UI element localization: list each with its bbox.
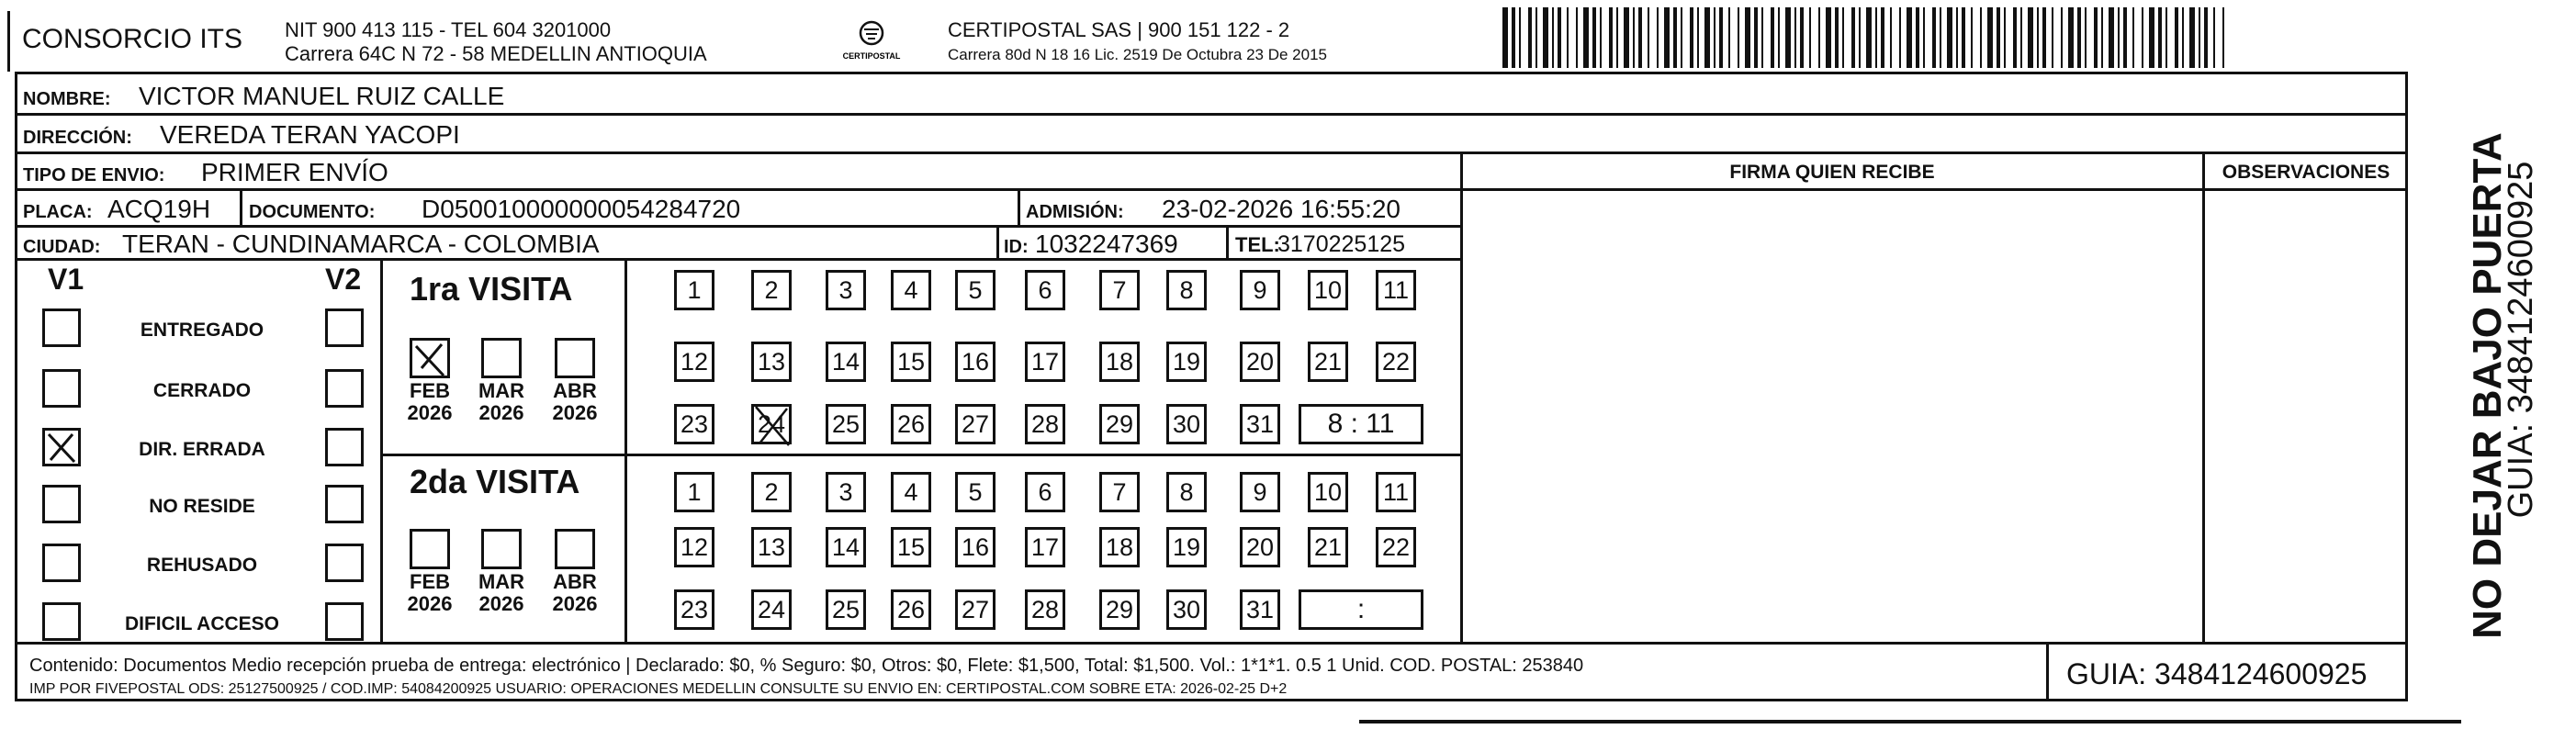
second-visit-month-box-0[interactable] bbox=[410, 529, 450, 569]
barcode-bar bbox=[1519, 7, 1521, 68]
barcode-bar bbox=[2101, 7, 2103, 68]
direccion-label: DIRECCIÓN: bbox=[23, 128, 132, 148]
barcode-bar bbox=[1592, 7, 1596, 68]
direccion-value: VEREDA TERAN YACOPI bbox=[160, 120, 460, 149]
left-header-border bbox=[7, 11, 10, 72]
barcode-bar bbox=[1528, 7, 1532, 68]
barcode-bar bbox=[2042, 7, 2046, 68]
side-guia: GUIA: 3484124600925 bbox=[2502, 161, 2540, 519]
status-label-0: ENTREGADO bbox=[140, 320, 264, 341]
barcode-bar bbox=[1835, 7, 1839, 68]
row-ciudad bbox=[17, 228, 1463, 261]
barcode-bar bbox=[2149, 7, 2154, 68]
barcode-bar bbox=[2028, 7, 2033, 68]
barcode-bar bbox=[1851, 7, 1855, 68]
barcode-bar bbox=[1576, 7, 1578, 68]
side-no-dejar: NO DEJAR BAJO PUERTA bbox=[2465, 132, 2510, 639]
barcode-bar bbox=[1745, 7, 1750, 68]
v2-label: V2 bbox=[325, 263, 362, 296]
v1-checkbox-5[interactable] bbox=[42, 602, 81, 641]
footer-guia: GUIA: 3484124600925 bbox=[2066, 657, 2368, 690]
second-visit-month-label-0: FEB 2026 bbox=[407, 570, 453, 615]
barcode-bar bbox=[1818, 7, 1820, 68]
id-value: 1032247369 bbox=[1035, 230, 1178, 258]
v1-checkbox-4[interactable] bbox=[42, 544, 81, 582]
barcode-bar bbox=[1923, 7, 1925, 68]
barcode-bar bbox=[2020, 7, 2022, 68]
barcode-bar bbox=[2189, 7, 2195, 68]
second-visit-day-29[interactable]: 29 bbox=[1099, 589, 1140, 630]
first-visit-time: 8 : 11 bbox=[1327, 409, 1395, 439]
second-visit-title: 2da VISITA bbox=[410, 463, 580, 500]
first-visit-day-19[interactable]: 19 bbox=[1166, 342, 1207, 382]
barcode-bar bbox=[1754, 7, 1758, 68]
first-visit-title: 1ra VISITA bbox=[410, 270, 573, 308]
second-visit-day-6[interactable]: 6 bbox=[1025, 472, 1065, 512]
first-visit-day-6[interactable]: 6 bbox=[1025, 270, 1065, 310]
barcode-bar bbox=[1859, 7, 1861, 68]
barcode-bar bbox=[2132, 7, 2134, 68]
second-visit-day-24[interactable]: 24 bbox=[751, 589, 792, 630]
barcode-bar bbox=[2052, 7, 2053, 68]
barcode-bar bbox=[1956, 7, 1958, 68]
v1-checkbox-2[interactable] bbox=[42, 428, 81, 466]
second-visit-day-31[interactable]: 31 bbox=[1240, 589, 1280, 630]
barcode-bar bbox=[1673, 7, 1677, 68]
barcode-bar bbox=[1997, 7, 2000, 68]
side-warning bbox=[2410, 64, 2576, 707]
ciudad-value: TERAN - CUNDINAMARCA - COLOMBIA bbox=[122, 230, 600, 258]
status-label-3: NO RESIDE bbox=[149, 496, 255, 517]
barcode-bar bbox=[2085, 7, 2087, 68]
barcode-bar bbox=[1552, 7, 1554, 68]
second-visit-day-16[interactable]: 16 bbox=[955, 527, 996, 567]
barcode-bar bbox=[1947, 7, 1952, 68]
barcode-bar bbox=[1719, 7, 1723, 68]
barcode-bar bbox=[1664, 7, 1670, 68]
second-visit-day-2[interactable]: 2 bbox=[751, 472, 792, 512]
nombre-label: NOMBRE: bbox=[23, 89, 111, 109]
barcode-bar bbox=[1794, 7, 1796, 68]
admision-label: ADMISIÓN: bbox=[1026, 202, 1124, 222]
barcode-bar bbox=[2199, 7, 2200, 68]
first-visit-day-27[interactable]: 27 bbox=[955, 404, 996, 444]
barcode-bar bbox=[1971, 7, 1973, 68]
barcode-bar bbox=[1866, 7, 1872, 68]
first-visit-day-12[interactable]: 12 bbox=[674, 342, 714, 382]
v1-checkbox-3[interactable] bbox=[42, 485, 81, 523]
v2-checkbox-5[interactable] bbox=[325, 602, 364, 641]
first-visit-day-22[interactable]: 22 bbox=[1376, 342, 1416, 382]
status-label-5: DIFICIL ACCESO bbox=[124, 613, 279, 634]
second-visit-day-12[interactable]: 12 bbox=[674, 527, 714, 567]
first-visit-day-1[interactable]: 1 bbox=[674, 270, 714, 310]
barcode-bar bbox=[1899, 7, 1901, 68]
first-visit-day-11[interactable]: 11 bbox=[1376, 270, 1416, 310]
first-visit-day-16[interactable]: 16 bbox=[955, 342, 996, 382]
second-visit-day-15[interactable]: 15 bbox=[891, 527, 931, 567]
first-visit-day-15[interactable]: 15 bbox=[891, 342, 931, 382]
tel-value: 3170225125 bbox=[1277, 231, 1406, 257]
first-visit-day-4[interactable]: 4 bbox=[891, 270, 931, 310]
barcode-bar bbox=[2123, 7, 2127, 68]
observaciones-header: OBSERVACIONES bbox=[2222, 162, 2390, 183]
v2-checkbox-4[interactable] bbox=[325, 544, 364, 582]
barcode-bar bbox=[1681, 7, 1682, 68]
barcode-bar bbox=[1609, 7, 1613, 68]
barcode-bar bbox=[1633, 7, 1635, 68]
barcode-bar bbox=[2004, 7, 2006, 68]
row-nombre bbox=[17, 74, 2405, 116]
barcode-bar bbox=[1728, 7, 1730, 68]
barcode-bar bbox=[2222, 7, 2224, 68]
barcode-bar bbox=[1761, 7, 1763, 68]
first-visit-month-label-1: MAR 2026 bbox=[478, 379, 525, 424]
barcode-bar bbox=[2182, 7, 2184, 68]
second-visit-day-4[interactable]: 4 bbox=[891, 472, 931, 512]
barcode-bar bbox=[2175, 7, 2178, 68]
first-visit-month-box-1[interactable] bbox=[481, 338, 522, 378]
barcode-bar bbox=[1962, 7, 1965, 68]
barcode-bar bbox=[1638, 7, 1642, 68]
courier-license: Carrera 80d N 18 16 Lic. 2519 De Octubra 23 De 2015 bbox=[948, 46, 1327, 63]
second-visit-day-20[interactable]: 20 bbox=[1240, 527, 1280, 567]
barcode-bar bbox=[1916, 7, 1919, 68]
first-visit-time-box[interactable] bbox=[1299, 404, 1423, 444]
placa-value: ACQ19H bbox=[107, 195, 211, 223]
barcode-bar bbox=[2061, 7, 2063, 68]
first-visit-day-30[interactable]: 30 bbox=[1166, 404, 1207, 444]
barcode-bar bbox=[1657, 7, 1659, 68]
first-visit-day-7[interactable]: 7 bbox=[1099, 270, 1140, 310]
barcode-bar bbox=[1600, 7, 1602, 68]
tipo-value: PRIMER ENVÍO bbox=[201, 158, 388, 186]
status-label-4: REHUSADO bbox=[146, 555, 258, 576]
barcode-bar bbox=[1690, 7, 1693, 68]
second-visit-day-11[interactable]: 11 bbox=[1376, 472, 1416, 512]
barcode-bar bbox=[1785, 7, 1791, 68]
barcode-bar bbox=[1826, 7, 1831, 68]
second-visit-day-22[interactable]: 22 bbox=[1376, 527, 1416, 567]
row-placa bbox=[17, 191, 1463, 228]
barcode-bar bbox=[1583, 7, 1589, 68]
barcode-bar bbox=[1940, 7, 1941, 68]
barcode-bar bbox=[2013, 7, 2017, 68]
second-visit-day-21[interactable]: 21 bbox=[1308, 527, 1348, 567]
barcode-bar bbox=[1932, 7, 1936, 68]
observaciones-area[interactable] bbox=[2205, 191, 2405, 645]
second-visit-month-label-2: ABR 2026 bbox=[552, 570, 598, 615]
second-visit-time-box[interactable] bbox=[1299, 589, 1423, 630]
barcode-bar bbox=[1714, 7, 1715, 68]
barcode-bar bbox=[1987, 7, 1993, 68]
first-visit-day-10[interactable]: 10 bbox=[1308, 270, 1348, 310]
barcode-bar bbox=[1890, 7, 1892, 68]
barcode-bar bbox=[1875, 7, 1877, 68]
barcode-bar bbox=[1543, 7, 1548, 68]
v2-checkbox-3[interactable] bbox=[325, 485, 364, 523]
documento-value: D050010000000054284720 bbox=[422, 195, 741, 223]
first-visit-day-9[interactable]: 9 bbox=[1240, 270, 1280, 310]
second-visit-day-18[interactable]: 18 bbox=[1099, 527, 1140, 567]
placa-label: PLACA: bbox=[23, 202, 93, 222]
id-label: ID: bbox=[1004, 237, 1029, 257]
barcode-bar bbox=[1809, 7, 1811, 68]
header bbox=[0, 0, 2576, 73]
company-name: CONSORCIO ITS bbox=[22, 24, 243, 54]
second-visit-day-25[interactable]: 25 bbox=[826, 589, 866, 630]
barcode-bar bbox=[1800, 7, 1804, 68]
second-visit-day-27[interactable]: 27 bbox=[955, 589, 996, 630]
second-visit-month-label-1: MAR 2026 bbox=[478, 570, 525, 615]
v2-checkbox-1[interactable] bbox=[325, 369, 364, 408]
nombre-value: VICTOR MANUEL RUIZ CALLE bbox=[139, 82, 505, 110]
company-address: Carrera 64C N 72 - 58 MEDELLIN ANTIOQUIA bbox=[285, 42, 707, 65]
first-visit-day-18[interactable]: 18 bbox=[1099, 342, 1140, 382]
v2-checkbox-2[interactable] bbox=[325, 428, 364, 466]
first-visit-day-3[interactable]: 3 bbox=[826, 270, 866, 310]
barcode-bar bbox=[1907, 7, 1912, 68]
second-visit-day-23[interactable]: 23 bbox=[674, 589, 714, 630]
status-label-2: DIR. ERRADA bbox=[139, 439, 265, 460]
second-visit-day-1[interactable]: 1 bbox=[674, 472, 714, 512]
second-visit-month-box-1[interactable] bbox=[481, 529, 522, 569]
v2-checkbox-0[interactable] bbox=[325, 308, 364, 347]
barcode-bar bbox=[1771, 7, 1774, 68]
second-visit-day-8[interactable]: 8 bbox=[1166, 472, 1207, 512]
first-visit-day-26[interactable]: 26 bbox=[891, 404, 931, 444]
barcode-bar bbox=[2204, 7, 2208, 68]
second-visit-time: : bbox=[1356, 594, 1366, 624]
barcode-bar bbox=[1512, 7, 1515, 68]
second-visit-day-17[interactable]: 17 bbox=[1025, 527, 1065, 567]
barcode-bar bbox=[2158, 7, 2162, 68]
ciudad-label: CIUDAD: bbox=[23, 237, 101, 257]
second-visit-day-3[interactable]: 3 bbox=[826, 472, 866, 512]
barcode-bar bbox=[2077, 7, 2081, 68]
barcode-bar bbox=[1697, 7, 1699, 68]
certipostal-logo bbox=[838, 18, 906, 64]
barcode-bar bbox=[1624, 7, 1629, 68]
barcode-bar bbox=[1881, 7, 1884, 68]
first-visit-day-31[interactable]: 31 bbox=[1240, 404, 1280, 444]
second-visit-day-9[interactable]: 9 bbox=[1240, 472, 1280, 512]
tipo-label: TIPO DE ENVIO: bbox=[23, 165, 165, 185]
first-visit-day-24[interactable]: 24 bbox=[751, 404, 792, 444]
admision-value: 23-02-2026 16:55:20 bbox=[1162, 195, 1400, 223]
barcode-bar bbox=[1535, 7, 1537, 68]
barcode-bar bbox=[1648, 7, 1649, 68]
barcode-bar bbox=[2142, 7, 2143, 68]
first-visit-month-label-0: FEB 2026 bbox=[407, 379, 453, 424]
barcode-bar bbox=[1738, 7, 1739, 68]
second-visit-day-30[interactable]: 30 bbox=[1166, 589, 1207, 630]
status-label-1: CERRADO bbox=[152, 380, 252, 401]
first-visit-month-box-0[interactable] bbox=[410, 338, 450, 378]
first-visit-day-2[interactable]: 2 bbox=[751, 270, 792, 310]
barcode-bar bbox=[2037, 7, 2039, 68]
first-visit-day-5[interactable]: 5 bbox=[955, 270, 996, 310]
row-direccion bbox=[17, 116, 2405, 154]
first-visit-day-28[interactable]: 28 bbox=[1025, 404, 1065, 444]
footer-print-info: IMP POR FIVEPOSTAL ODS: 25127500925 / COD.IMP: 54084200925 USUARIO: OPERACIONES MEDELLIN CONSULTE SU ENVIO EN: CERTIPOSTAL.COM SOBRE ETA: 2026-02-25 D+2 bbox=[29, 681, 1288, 697]
first-visit-day-8[interactable]: 8 bbox=[1166, 270, 1207, 310]
first-visit-day-23[interactable]: 23 bbox=[674, 404, 714, 444]
v1-label: V1 bbox=[48, 263, 84, 296]
barcode-bar bbox=[1980, 7, 1982, 68]
second-visit-day-13[interactable]: 13 bbox=[751, 527, 792, 567]
barcode-bar bbox=[1616, 7, 1618, 68]
second-visit-day-28[interactable]: 28 bbox=[1025, 589, 1065, 630]
barcode-bar bbox=[2094, 7, 2098, 68]
barcode bbox=[1499, 6, 2229, 70]
first-visit-month-box-2[interactable] bbox=[555, 338, 595, 378]
barcode-bar bbox=[2109, 7, 2114, 68]
first-visit-day-25[interactable]: 25 bbox=[826, 404, 866, 444]
first-visit-day-21[interactable]: 21 bbox=[1308, 342, 1348, 382]
first-visit-day-20[interactable]: 20 bbox=[1240, 342, 1280, 382]
documento-label: DOCUMENTO: bbox=[249, 202, 376, 222]
second-visit-day-7[interactable]: 7 bbox=[1099, 472, 1140, 512]
company-nit: NIT 900 413 115 - TEL 604 3201000 bbox=[285, 18, 612, 41]
first-visit-day-14[interactable]: 14 bbox=[826, 342, 866, 382]
firma-area[interactable] bbox=[1463, 191, 2202, 645]
second-visit-day-5[interactable]: 5 bbox=[955, 472, 996, 512]
second-visit-day-19[interactable]: 19 bbox=[1166, 527, 1207, 567]
v1-checkbox-0[interactable] bbox=[42, 308, 81, 347]
first-visit-day-29[interactable]: 29 bbox=[1099, 404, 1140, 444]
barcode-bar bbox=[1842, 7, 1844, 68]
footer-content: Contenido: Documentos Medio recepción prueba de entrega: electrónico | Declarado: $0, % Seguro: $0, Otros: $0, Flete: $1,500, Total: $1,500. Vol.: 1*1*1. 0.5 1 Unid. COD. POSTAL: 253840 bbox=[29, 656, 1584, 676]
barcode-bar bbox=[2118, 7, 2120, 68]
barcode-bar bbox=[2165, 7, 2167, 68]
barcode-bar bbox=[1704, 7, 1710, 68]
barcode-bar bbox=[1778, 7, 1780, 68]
barcode-bar bbox=[1558, 7, 1561, 68]
second-visit-day-10[interactable]: 10 bbox=[1308, 472, 1348, 512]
v1-checkbox-1[interactable] bbox=[42, 369, 81, 408]
barcode-bar bbox=[1567, 7, 1569, 68]
tel-label: TEL: bbox=[1235, 233, 1280, 256]
barcode-bar bbox=[2068, 7, 2074, 68]
second-visit-month-box-2[interactable] bbox=[555, 529, 595, 569]
logo-caption: CERTIPOSTAL bbox=[842, 51, 901, 61]
courier-info: CERTIPOSTAL SAS | 900 151 122 - 2 bbox=[948, 18, 1290, 41]
first-visit-month-label-2: ABR 2026 bbox=[552, 379, 598, 424]
barcode-bar bbox=[1502, 7, 1508, 68]
barcode-bar bbox=[2213, 7, 2215, 68]
first-visit-day-13[interactable]: 13 bbox=[751, 342, 792, 382]
first-visit-day-17[interactable]: 17 bbox=[1025, 342, 1065, 382]
firma-header: FIRMA QUIEN RECIBE bbox=[1729, 162, 1935, 183]
second-visit-day-26[interactable]: 26 bbox=[891, 589, 931, 630]
second-visit-day-14[interactable]: 14 bbox=[826, 527, 866, 567]
